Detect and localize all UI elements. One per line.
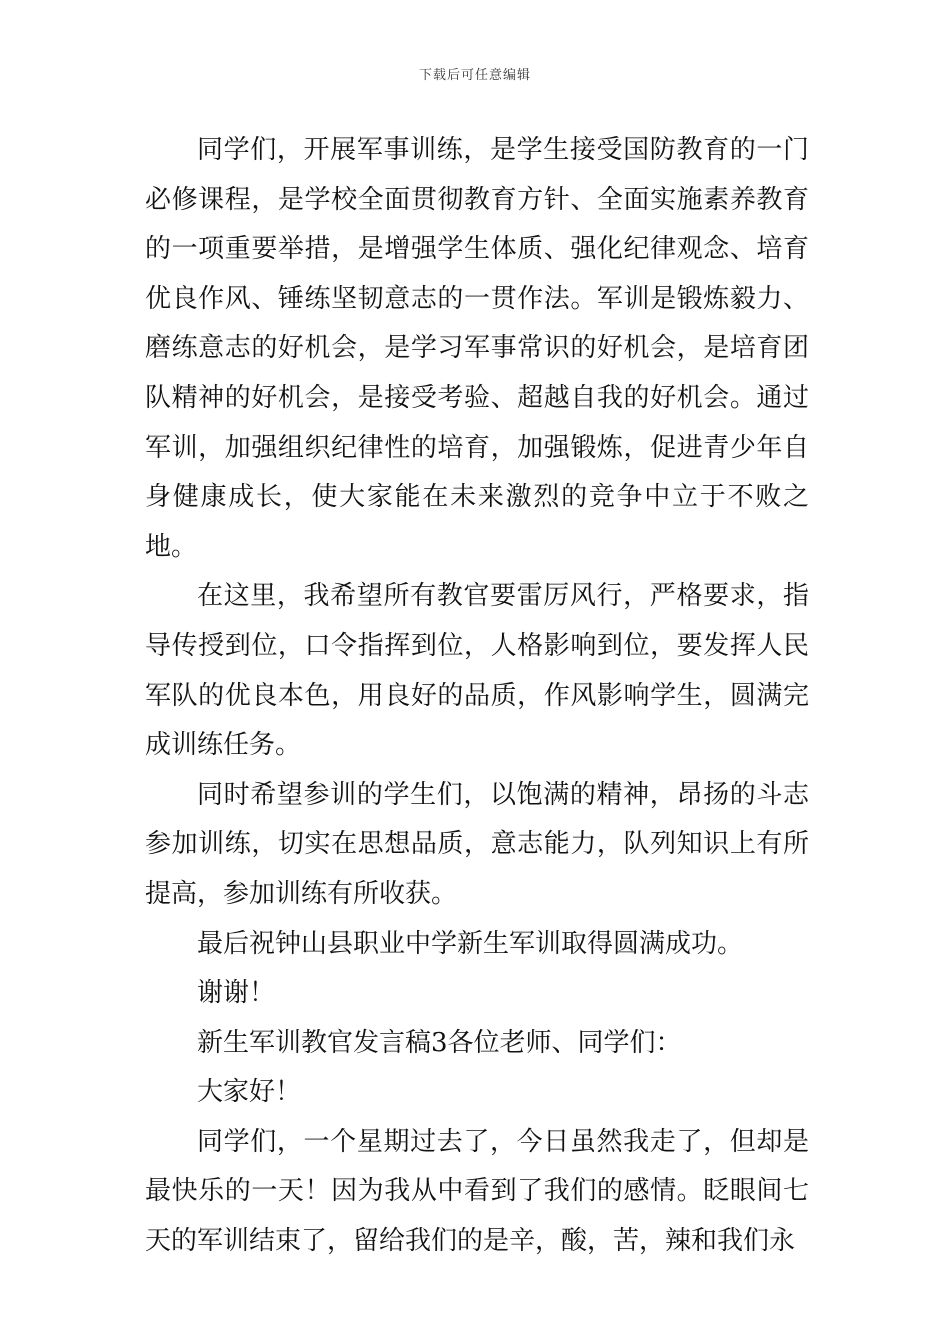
paragraph: 新生军训教官发言稿3各位老师、同学们： [197, 1027, 682, 1058]
paragraph: 谢谢！ [197, 978, 276, 1009]
paragraph: 大家好！ [197, 1077, 302, 1108]
paragraph: 最后祝钟山县职业中学新生军训取得圆满成功。 [197, 928, 744, 959]
paragraph: 同时希望参训的学生们，以饱满的精神，昂扬的斗志参加训练，切实在思想品质，意志能力，队列知识上有所提高，参加训练有所收获。 [145, 779, 809, 909]
paragraph: 同学们，开展军事训练，是学生接受国防教育的一门必修课程，是学校全面贯彻教育方针、全面实施素养教育的一项重要举措，是增强学生体质、强化纪律观念、培育优良作风、锤练坚韧意志的一贯作法。军训是锻炼毅力、磨练意志的好机会，是学习军事常识的好机会，是培育团队精神的好机会，是接受考验、超越自我的好机会。通过军训，加强组织纪律性的培育，加强锻炼，促进青少年自身健康成长，使大家能在未来激烈的竞争中立于不败之地。 [145, 135, 809, 562]
document-body [145, 126, 809, 1267]
paragraph: 同学们，一个星期过去了，今日虽然我走了，但却是最快乐的一天！因为我从中看到了我们的感情。眨眼间七天的军训结束了，留给我们的是辛，酸，苦，辣和我们永 [145, 1126, 809, 1257]
paragraph: 在这里，我希望所有教官要雷厉风行，严格要求，指导传授到位，口令指挥到位，人格影响到位，要发挥人民军队的优良本色，用良好的品质，作风影响学生，圆满完成训练任务。 [145, 581, 809, 761]
page-header: 下载后可任意编辑 [418, 68, 531, 83]
